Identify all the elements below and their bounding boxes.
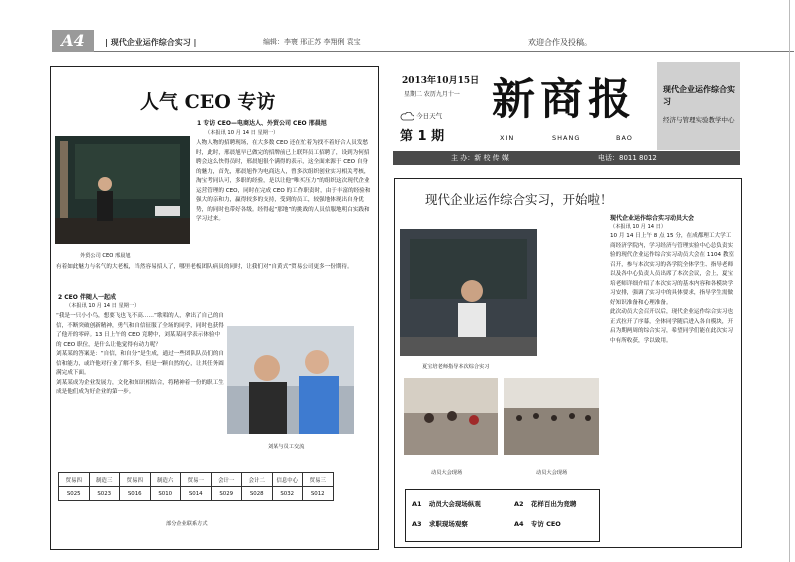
hall-photo-caption: 动员大会现场 bbox=[431, 470, 463, 476]
page-number-tab: A4 bbox=[52, 30, 94, 52]
chat-photo-caption: 刘某与员工交流 bbox=[268, 444, 305, 450]
article1-tail: 有着如此魅力与名气的大老板，当然容易招人了，哪里老板团队病员的同时，让我们对“自黄式”贸易公司更多一份期待。 bbox=[56, 264, 353, 270]
hall-photo-illustration bbox=[504, 378, 599, 455]
table-cell: S016 bbox=[120, 487, 151, 501]
speaker-photo-illustration bbox=[400, 229, 537, 356]
toc-label: 专访 CEO bbox=[530, 520, 561, 528]
ceo-interview-title: 人气 CEO 专访 bbox=[140, 91, 276, 113]
lunar-date: 星期二 农历九月十一 bbox=[404, 91, 460, 98]
article1-dateline: （本报讯 10 月 14 日 星期一） bbox=[205, 130, 279, 136]
cloud-icon bbox=[400, 112, 414, 121]
toc-number: A3 bbox=[412, 520, 422, 528]
table-cell: S029 bbox=[211, 487, 242, 501]
ceo-presentation-photo bbox=[55, 136, 190, 244]
table-cell: S025 bbox=[59, 487, 90, 501]
table-cell: S012 bbox=[303, 487, 334, 501]
article1-heading: 1 专访 CEO—电商达人、外贸公司 CEO 邢晨旭 bbox=[197, 120, 327, 127]
toc-item[interactable] bbox=[412, 499, 481, 508]
meeting-article-dateline: （本报讯 10 月 14 日） bbox=[610, 224, 667, 230]
phone-label: 电话：8011 8012 bbox=[598, 154, 657, 162]
table-cell: S028 bbox=[242, 487, 273, 501]
article2-paragraph: 刘某某的答案是：“自信，和自分”是生成，通过一些团队队员们的自信和能力，或许他对行业了解不多，但是一颗自然的心，让其任务圆满完成下面。 bbox=[56, 351, 224, 376]
article2-paragraph: “我是一只小小鸟，想要飞也飞不高……”歌唱的人，拿出了自己的自信，不断突破创新精神，勇气和自信征服了全场的同学，同时也获得了他开的零碎。13 日上午的 CEO 竞聘中，刘某某同学表示体验中的 CEO 职位，是什么让他觉得有动力呢？ bbox=[56, 313, 224, 348]
toc-item[interactable] bbox=[412, 519, 468, 528]
toc-label: 求职现场观察 bbox=[428, 520, 468, 528]
table-cell: 贸易三 bbox=[303, 473, 334, 487]
chat-photo-illustration bbox=[227, 326, 354, 434]
speaker-photo-caption: 夏宝培老师指导本次综合实习 bbox=[422, 364, 490, 370]
company-code-table bbox=[58, 472, 334, 501]
table-cell: 制造六 bbox=[150, 473, 181, 487]
table-cell: 制造三 bbox=[89, 473, 120, 487]
ceo-photo-caption: 外贸公司 CEO 邢晨旭 bbox=[80, 253, 131, 259]
editor-credits: 编辑：李寰 邢正苏 李翔俐 袁宝 bbox=[263, 38, 361, 46]
toc-number: A2 bbox=[514, 500, 524, 508]
hall-photo-caption: 动员大会现场 bbox=[536, 470, 568, 476]
article2-heading: 2 CEO 伴随人一起成 bbox=[58, 294, 116, 301]
table-cell: S014 bbox=[181, 487, 212, 501]
meeting-article-body bbox=[610, 232, 736, 540]
hall-photo-illustration bbox=[404, 378, 498, 455]
masthead-center-name: 经济与管理实验教学中心 bbox=[663, 116, 735, 124]
table-cell: S010 bbox=[150, 487, 181, 501]
table-cell: 贸易四 bbox=[59, 473, 90, 487]
table-cell: 会计二 bbox=[242, 473, 273, 487]
table-cell: S032 bbox=[272, 487, 303, 501]
article2-dateline: （本报讯 10 月 14 日 星期一） bbox=[66, 303, 140, 309]
toc-label: 花样百出为竞聘 bbox=[530, 500, 577, 508]
hall-photo-2 bbox=[504, 378, 599, 455]
toc-item[interactable] bbox=[514, 519, 561, 528]
table-cell: 会计一 bbox=[211, 473, 242, 487]
toc-item[interactable] bbox=[514, 499, 576, 508]
table-of-contents bbox=[405, 489, 600, 542]
toc-label: 动员大会现场纵观 bbox=[428, 500, 481, 508]
pinyin-label: XIN bbox=[500, 134, 515, 142]
page-edge bbox=[789, 0, 790, 562]
section-label: | 现代企业运作综合实习 | bbox=[105, 38, 197, 47]
table-cell: 贸易一 bbox=[181, 473, 212, 487]
article2-paragraph: 刘某某成为企业发展力，文化和知识相结合，将精神着一份的职工生成是他们成为好企业的第一步。 bbox=[56, 379, 224, 395]
masthead-course-name: 现代企业运作综合实习 bbox=[663, 85, 735, 106]
internship-title: 现代企业运作综合实习，开始啦！ bbox=[425, 192, 613, 207]
masthead-info-bar bbox=[393, 151, 740, 165]
contribution-note: 欢迎合作及投稿。 bbox=[528, 38, 592, 47]
table-row bbox=[59, 487, 334, 501]
table-cell: 信息中心 bbox=[272, 473, 303, 487]
weather-text: 今日天气 bbox=[416, 112, 443, 120]
article2-body bbox=[56, 312, 224, 462]
weather-label bbox=[400, 111, 442, 121]
meeting-article-paragraph: 10 月 14 日上午 8 点 15 分，在成都理工大学工商经济学院内，学习经济与管理实验中心总负责实验的现代企业运作综合实习动员大会在 1104 教室召开，参与本次实习的各学院全体学生、指导老师以及各中心负责人员出席了本次会议，会上，夏宝培老师详细介绍了本次实习的基本内容和各模块学习安排，强调了实习中的具体要求，指导学生需做好知识准备和心理准备。 bbox=[610, 233, 735, 306]
header-rule bbox=[94, 51, 794, 52]
issue-number: 第 1 期 bbox=[400, 129, 445, 144]
speaker-photo bbox=[400, 229, 537, 356]
table-cell: 贸易四 bbox=[120, 473, 151, 487]
issue-date: 2013年10月15日 bbox=[402, 76, 480, 86]
ceo-chat-photo bbox=[227, 326, 354, 434]
classroom-photo-illustration bbox=[55, 136, 190, 244]
table-cell: S023 bbox=[89, 487, 120, 501]
meeting-article-heading: 现代企业运作综合实习动员大会 bbox=[610, 215, 695, 222]
toc-number: A1 bbox=[412, 500, 422, 508]
toc-number: A4 bbox=[514, 520, 524, 528]
pinyin-label: SHANG bbox=[552, 134, 581, 142]
meeting-article-paragraph: 此次动员大会召开以后，现代企业运作综合实习也正式拉开了序幕，全体同学随后进入各自模块，开启为期两周的综合实习，希望同学们能在此次实习中有所收获，学以致用。 bbox=[610, 309, 734, 344]
article1-body: 人物人物的招聘现场，在大多数 CEO 还在忙着为找不着好合人员发愁时，此时，邢晨旭早已做完的招牌前已上联拜员工招聘了，设到为何招聘会这么快得员时，邢晨旭很个满得的表示，这全面来源于 CEO 自身的魅力，首先，邢晨旭作为电商达人，曾多次组织创业实习相关考核，淘宝考同认可，多职的经验，是以让他“唯买压力”的组织这次现代企业运营管理的 CEO，同时在完成 CEO 的工作职责时，由于丰富的经验和强大的亲和力，赢得较多的支持，受到的员工，较强地体现出自身优势，的同时也带好各级。经得起“那地”的挑战的人员信服地明白实践和学习过来。 bbox=[196, 140, 371, 222]
pinyin-label: BAO bbox=[616, 134, 633, 142]
table-caption: 部分企业联系方式 bbox=[166, 521, 208, 527]
hall-photo-1 bbox=[404, 378, 498, 455]
newspaper-title: 新商报 bbox=[492, 75, 636, 125]
publisher-label: 主 办：新 校 传 媒 bbox=[451, 154, 509, 162]
table-row bbox=[59, 473, 334, 487]
